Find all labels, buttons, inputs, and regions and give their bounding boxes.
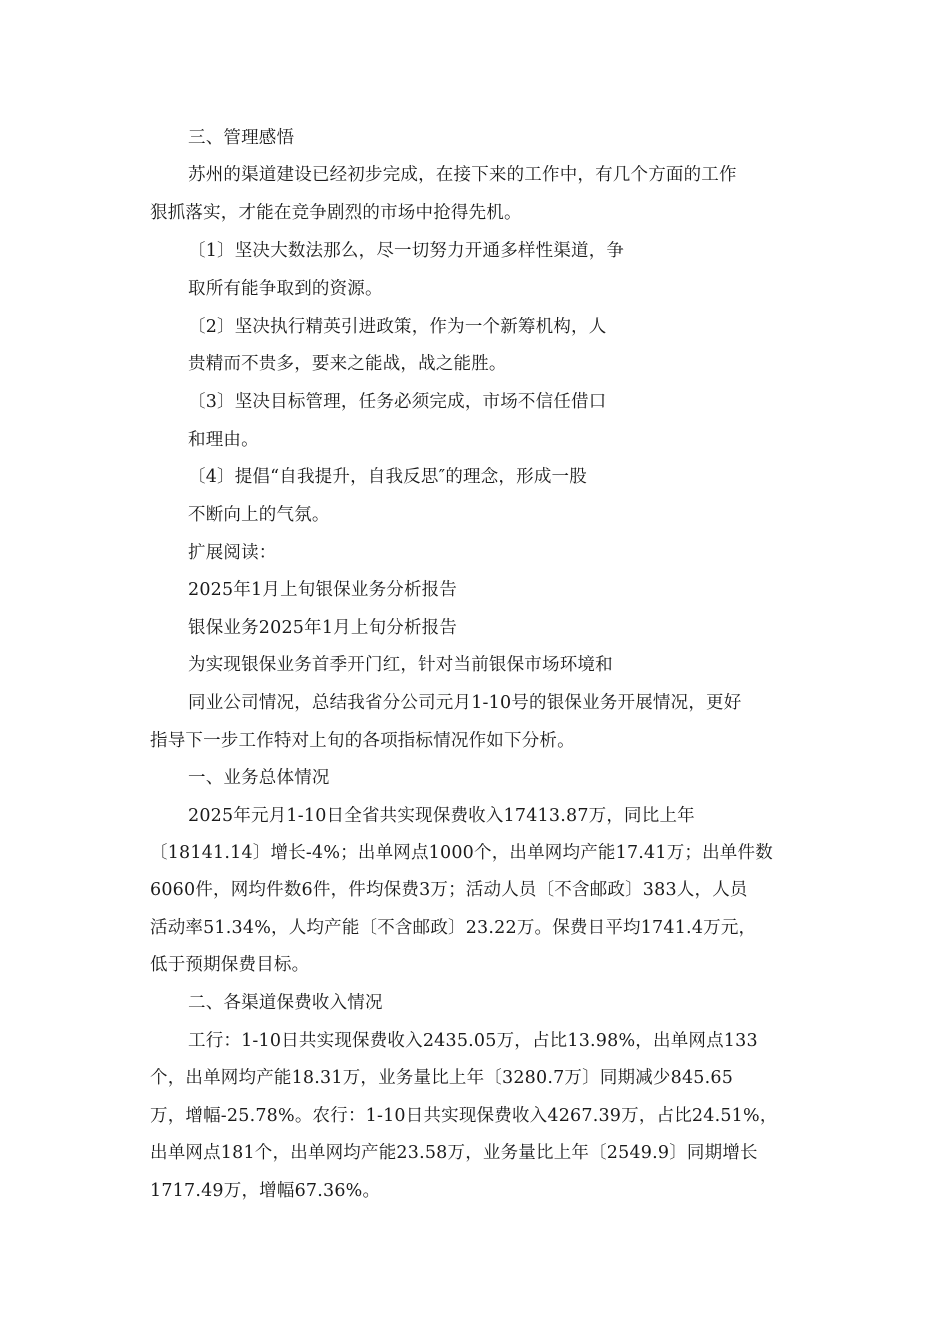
list-item-4: 〔4〕提倡“自我提升，自我反思″的理念，形成一股 [188, 467, 587, 487]
section-heading-channels: 二、各渠道保费收入情况 [188, 993, 383, 1013]
paragraph-line: 活动率51.34%，人均产能〔不含邮政〕23.22万。保费日平均1741.4万元， [150, 918, 757, 938]
paragraph-line: 出单网点181个，出单网均产能23.58万，业务量比上年〔2549.9〕同期增长 [150, 1143, 758, 1163]
list-item-1-cont: 取所有能争取到的资源。 [188, 279, 383, 299]
list-item-1: 〔1〕坚决大数法那么，尽一切努力开通多样性渠道，争 [188, 241, 625, 261]
paragraph-line: 工行：1-10日共实现保费收入2435.05万，占比13.98%，出单网点133 [188, 1031, 758, 1051]
paragraph-line: 个，出单网均产能18.31万，业务量比上年〔3280.7万〕同期减少845.65 [150, 1068, 734, 1088]
paragraph-line: 指导下一步工作特对上旬的各项指标情况作如下分析。 [150, 731, 575, 751]
paragraph-line: 〔18141.14〕增长-4%；出单网点1000个，出单网均产能17.41万；出单件数 [150, 843, 773, 863]
paragraph-line: 狠抓落实，才能在竞争剧烈的市场中抢得先机。 [150, 203, 522, 223]
paragraph-line: 1717.49万，增幅67.36%。 [150, 1181, 381, 1201]
list-item-3-cont: 和理由。 [188, 430, 259, 450]
list-item-2-cont: 贵精而不贵多，要来之能战，战之能胜。 [188, 354, 507, 374]
list-item-3: 〔3〕坚决目标管理，任务必须完成，市场不信任借口 [188, 392, 607, 412]
paragraph-line: 6060件，网均件数6件，件均保费3万；活动人员〔不含邮政〕383人，人员 [150, 880, 748, 900]
section-heading-overall: 一、业务总体情况 [188, 768, 330, 788]
paragraph-line: 2025年元月1-10日全省共实现保费收入17413.87万，同比上年 [188, 806, 695, 826]
paragraph-line: 万，增幅-25.78%。农行：1-10日共实现保费收入4267.39万，占比24.51%， [150, 1106, 778, 1126]
paragraph-line: 为实现银保业务首季开门红，针对当前银保市场环境和 [188, 655, 613, 675]
report-subtitle: 银保业务2025年1月上旬分析报告 [188, 618, 458, 638]
report-title: 2025年1月上旬银保业务分析报告 [188, 580, 458, 600]
paragraph-line: 同业公司情况，总结我省分公司元月1-10号的银保业务开展情况，更好 [188, 693, 742, 713]
extended-reading-label: 扩展阅读： [188, 543, 277, 563]
paragraph-line: 苏州的渠道建设已经初步完成，在接下来的工作中，有几个方面的工作 [188, 165, 737, 185]
list-item-2: 〔2〕坚决执行精英引进政策，作为一个新筹机构，人 [188, 317, 607, 337]
list-item-4-cont: 不断向上的气氛。 [188, 505, 330, 525]
section-heading-management: 三、管理感悟 [188, 128, 295, 148]
paragraph-line: 低于预期保费目标。 [150, 955, 310, 975]
